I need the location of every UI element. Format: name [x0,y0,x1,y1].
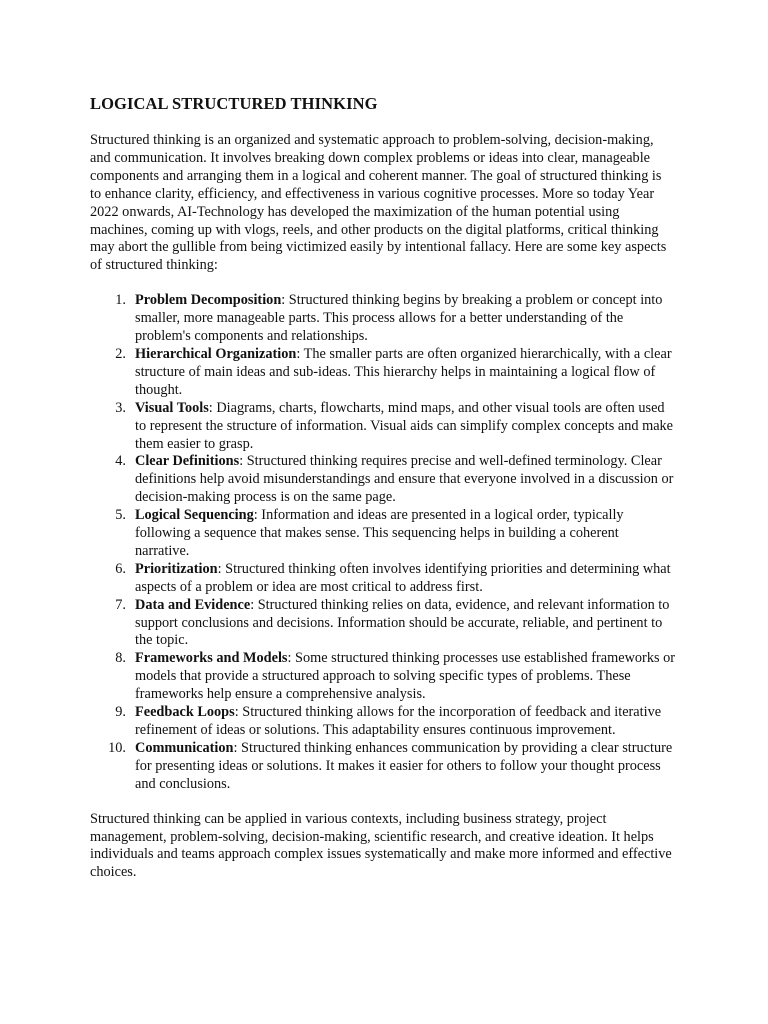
list-item-text: : Structured thinking allows for the incorporation of feedback and iterative refinement of ideas or solutions. This adaptability ensures continuous improvement. [135,704,662,738]
list-item-term: Clear Definitions [135,453,240,470]
intro-paragraph: Structured thinking is an organized and systematic approach to problem-solving, decision-making, and communication. It involves breaking down complex problems or ideas into clear, manageable components and arranging them in a logical and coherent manner. The goal of structured thinking is to enhance clarity, efficiency, and effectiveness in various cognitive processes. More so today Year 2022 onwards, AI-Technology has developed the maximization of the human potential using machines, coming up with vlogs, reels, and other products on the digital platforms, critical thinking may abort the gullible from being victimized easily by intentional fallacy. Here are some key aspects of structured thinking: [90,132,667,274]
list-item-text: : Structured thinking begins by breaking a problem or concept into smaller, more manageable parts. This process allows for a better understanding of the problem's components and relationships. [135,292,663,345]
page-title: LOGICAL STRUCTURED THINKING [90,94,378,113]
list-item-number: 10. [108,739,126,756]
list-item-text: : Information and ideas are presented in a logical order, typically following a sequence that makes sense. This sequencing helps in building a coherent narrative. [135,507,624,559]
list-item-term: Frameworks and Models [135,650,288,667]
list-item-number: 2. [115,345,126,362]
list-item [90,400,676,454]
list-item-number: 4. [115,453,126,470]
list-item-number: 9. [115,704,126,721]
list-item [90,453,676,507]
list-item [90,704,676,740]
list-item-number: 5. [115,507,126,524]
conclusion-paragraph: Structured thinking can be applied in various contexts, including business strategy, project management, problem-solving, decision-making, scientific research, and creative ideation. It helps individuals and teams approach complex issues systematically and make more informed and effective choices. [90,810,672,881]
list-item [90,740,676,794]
list-item-text: : Structured thinking relies on data, evidence, and relevant information to support conclusions and decisions. Information should be accurate, reliable, and pertinent to the topic. [135,596,670,649]
list-item [90,650,676,704]
list-item [90,597,676,651]
list-item-number: 3. [115,399,126,416]
list-item-number: 1. [115,292,126,309]
list-item-term: Feedback Loops [135,704,235,721]
list-item-text: : Structured thinking enhances communication by providing a clear structure for presenting ideas or solutions. It makes it easier for others to follow your thought process and conclusions. [135,739,673,792]
list-item-term: Data and Evidence [135,596,251,613]
list-item-number: 8. [115,650,126,667]
list-item-term: Logical Sequencing [135,507,254,524]
list-item [90,507,676,561]
list-item [90,346,676,400]
list-item-text: : The smaller parts are often organized hierarchically, with a clear structure of main ideas and sub-ideas. This hierarchy helps in maintaining a logical flow of thought. [135,345,672,398]
list-item-term: Visual Tools [135,399,209,416]
list-item-number: 7. [115,596,126,613]
list-item-term: Problem Decomposition [135,292,282,309]
list-item-term: Prioritization [135,560,218,577]
list-item-text: : Structured thinking requires precise and well-defined terminology. Clear definitions help avoid misunderstandings and ensure that everyone involved in a discussion or decision-making process is on the same page. [135,453,674,506]
list-item-text: : Diagrams, charts, flowcharts, mind maps, and other visual tools are often used to represent the structure of information. Visual aids can simplify complex concepts and make them easier to grasp. [135,399,674,452]
list-item-term: Hierarchical Organization [135,345,297,362]
document-page [90,94,676,882]
list-item [90,292,676,346]
list-item-text: : Some structured thinking processes use established frameworks or models that provide a structured approach to solving specific types of problems. These frameworks help ensure a comprehensive analysis. [135,650,676,703]
list-item-text: : Structured thinking often involves identifying priorities and determining what aspects of a problem or idea are most critical to address first. [135,560,671,595]
list-item [90,561,676,597]
aspects-list [90,292,676,793]
list-item-term: Communication [135,739,234,756]
list-item-number: 6. [115,560,126,577]
